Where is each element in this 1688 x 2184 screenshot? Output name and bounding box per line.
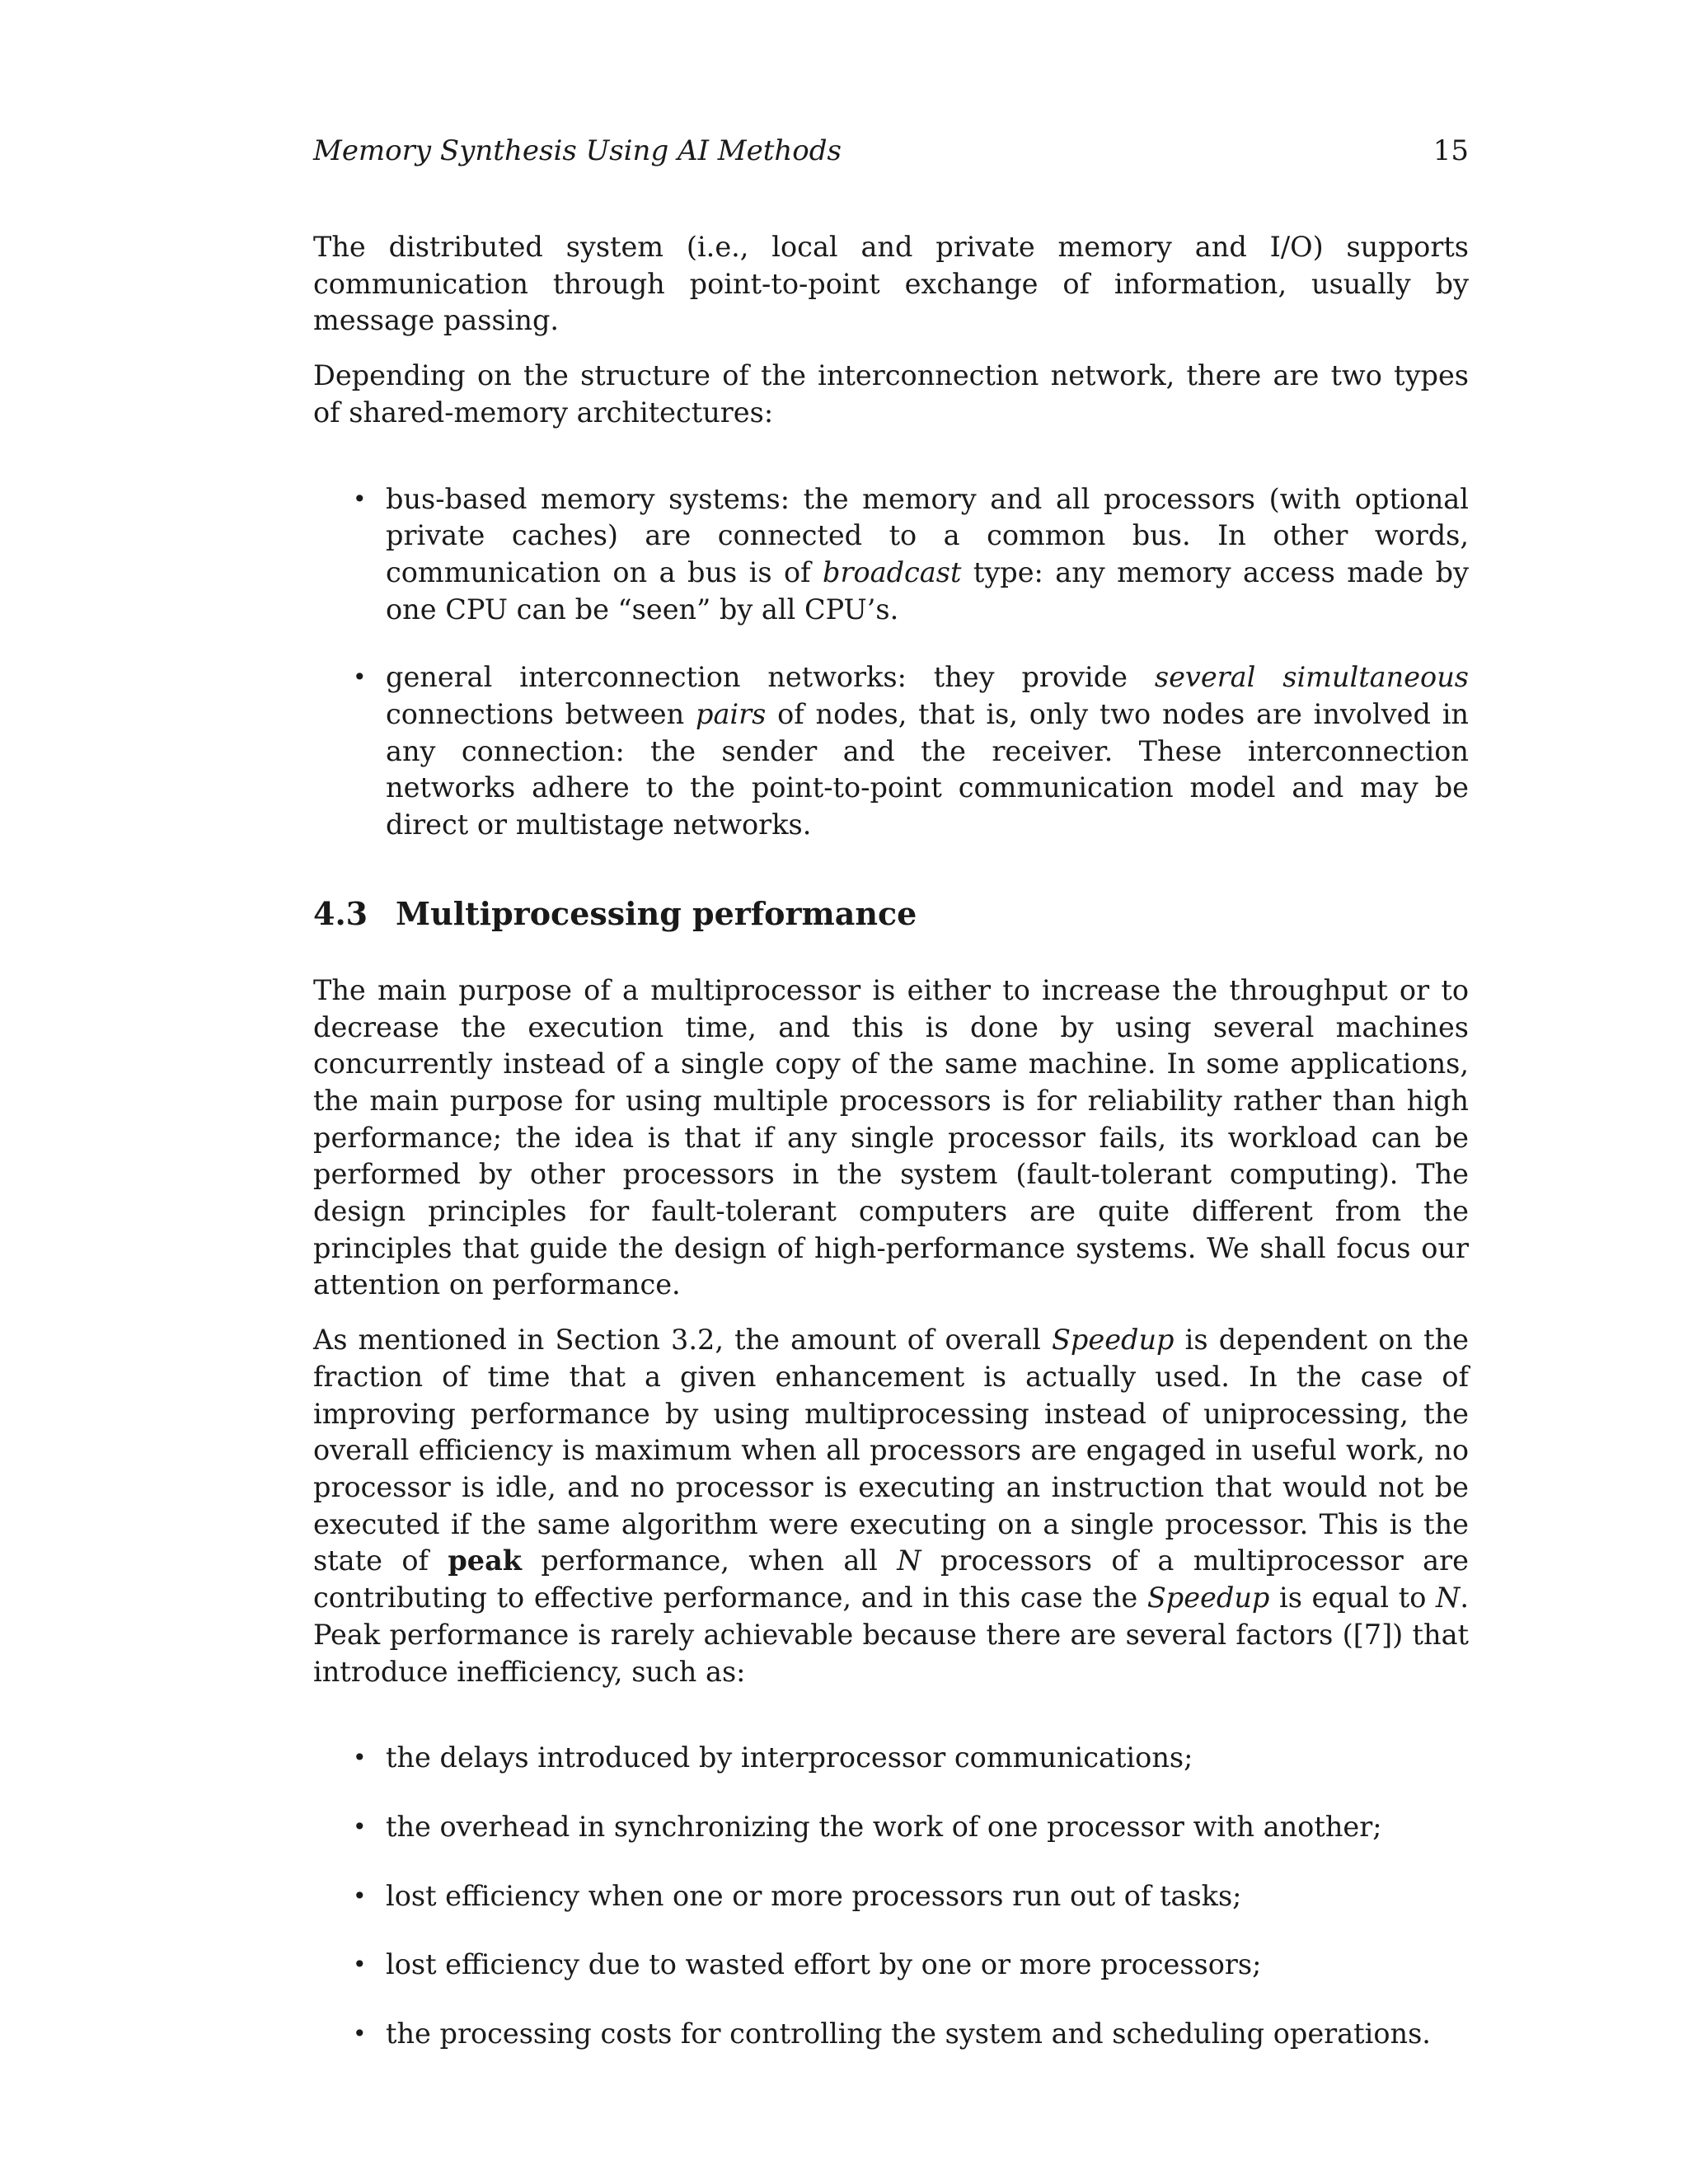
section-number: 4.3 bbox=[313, 894, 368, 932]
strong-peak: peak bbox=[448, 1544, 522, 1577]
inefficiency-factors-list bbox=[313, 1740, 1469, 2053]
running-header bbox=[313, 130, 1469, 171]
page bbox=[313, 0, 1469, 2184]
section-title: Multiprocessing performance bbox=[396, 894, 917, 932]
paragraph-distributed-system: The distributed system (i.e., local and private memory and I/O) supports communication through point-to-point exchange of information, usually by message passing. bbox=[313, 231, 1469, 337]
list-item-general-networks: • general interconnection networks: they provide several simultaneous connections between pairs of nodes, that is, only two nodes are involved in any connection: the sender and the receiver. These interconnection networks adhere to the point-to-point communication model and may be direct or multistage networks. bbox=[353, 661, 1469, 841]
body-text bbox=[313, 229, 1469, 2085]
list-item: • the overhead in synchronizing the work of one processor with another; bbox=[386, 1809, 1469, 1846]
paragraph-architecture-types: Depending on the structure of the interconnection network, there are two types of shared-memory architectures: bbox=[313, 359, 1469, 429]
emphasis-pairs: pairs bbox=[696, 698, 767, 731]
bullet-icon: • bbox=[353, 1882, 367, 1910]
architecture-list bbox=[313, 481, 1469, 844]
list-item: • the delays introduced by interprocessor communications; bbox=[386, 1740, 1469, 1777]
paragraph-speedup: As mentioned in Section 3.2, the amount of overall Speedup is dependent on the fraction of time that a given enhancement is actually used. In the case of improving performance by using multiprocessing instead of uniprocessing, the overall efficiency is maximum when all processors are engaged in useful work, no processor is idle, and no processor is executing an instruction that would not be executed if the same algorithm were executing on a single processor. This is the state of peak performance, when all N processors of a multiprocessor are contributing to effective performance, and in this case the Speedup is equal to N. Peak performance is rarely achievable because there are several factors ([7]) that introduce inefficiency, such as: bbox=[313, 1324, 1470, 1688]
list-item: • the processing costs for controlling the system and scheduling operations. bbox=[386, 2016, 1469, 2053]
math-n: N bbox=[897, 1544, 921, 1577]
page-number: 15 bbox=[1432, 134, 1469, 167]
emphasis-several-simultaneous: several simultaneous bbox=[1154, 661, 1469, 694]
bullet-icon: • bbox=[353, 485, 367, 513]
math-n: N bbox=[1436, 1582, 1461, 1615]
running-title: Memory Synthesis Using AI Methods bbox=[313, 134, 842, 167]
paragraph-multiprocessor-purpose: The main purpose of a multiprocessor is either to increase the throughput or to decrease the execution time, and this is done by using several machines concurrently instead of a single copy of the same machine. In some applications, the main purpose for using multiple processors is for reliability rather than high performance; the idea is that if any single processor fails, its workload can be performed by other processors in the system (fault-tolerant computing). The design principles for fault-tolerant computers are quite different from the principles that guide the design of high-performance systems. We shall focus our attention on performance. bbox=[313, 973, 1469, 1301]
emphasis-speedup: Speedup bbox=[1051, 1324, 1175, 1357]
list-item: • lost efficiency when one or more processors run out of tasks; bbox=[386, 1878, 1469, 1915]
emphasis-broadcast: broadcast bbox=[823, 555, 962, 588]
bullet-icon: • bbox=[353, 1744, 367, 1772]
bullet-icon: • bbox=[353, 2020, 367, 2048]
list-item: • lost efficiency due to wasted effort by one or more processors; bbox=[386, 1947, 1469, 1984]
list-item-bus-based: • bus-based memory systems: the memory and all processors (with optional private caches) are connected to a common bus. In other words, communication on a bus is of broadcast type: any memory access made by one CPU can be “seen” by all CPU’s. bbox=[353, 482, 1470, 626]
bullet-icon: • bbox=[353, 1951, 367, 1979]
emphasis-speedup: Speedup bbox=[1146, 1582, 1270, 1615]
bullet-icon: • bbox=[353, 1812, 367, 1840]
bullet-icon: • bbox=[353, 663, 367, 691]
section-heading bbox=[313, 893, 1469, 935]
